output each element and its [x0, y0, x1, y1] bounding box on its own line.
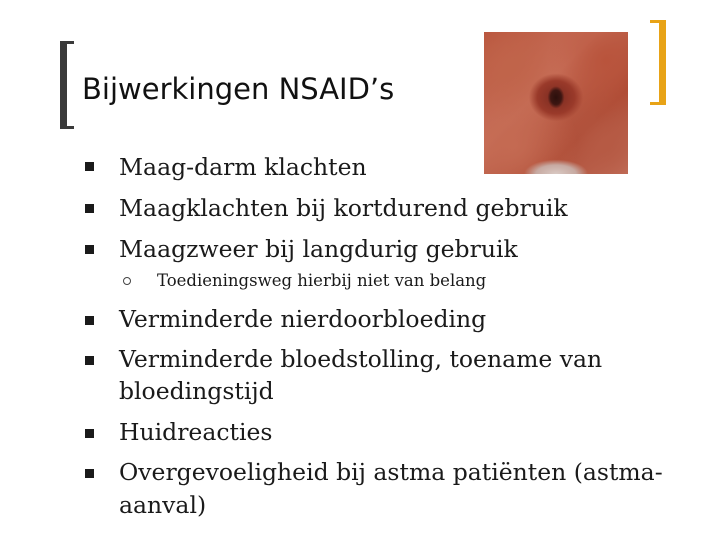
bullet-text: Maag-darm klachten: [119, 153, 367, 181]
bullet-text-continuation: aanval): [119, 491, 207, 519]
circle-sub-bullet-icon: [123, 277, 131, 285]
bullet-text: Maagklachten bij kortdurend gebruik: [119, 194, 568, 222]
square-bullet-icon: [85, 245, 94, 254]
bullet-text: Overgevoeligheid bij astma patiënten (astma-: [119, 458, 663, 486]
square-bullet-icon: [85, 204, 94, 213]
bullet-text-continuation: bloedingstijd: [119, 377, 274, 405]
bullet-text: Verminderde nierdoorbloeding: [119, 305, 487, 333]
square-bullet-icon: [85, 162, 94, 171]
square-bullet-icon: [85, 316, 94, 325]
square-bullet-icon: [85, 356, 94, 365]
bullet-text: Huidreacties: [119, 418, 273, 446]
square-bullet-icon: [85, 429, 94, 438]
slide-title: Bijwerkingen NSAID’s: [82, 72, 395, 106]
bullet-text: Verminderde bloedstolling, toename van: [119, 345, 603, 373]
square-bullet-icon: [85, 469, 94, 478]
sub-bullet-text: Toedieningsweg hierbij niet van belang: [157, 271, 487, 290]
bullet-text: Maagzweer bij langdurig gebruik: [119, 235, 518, 263]
